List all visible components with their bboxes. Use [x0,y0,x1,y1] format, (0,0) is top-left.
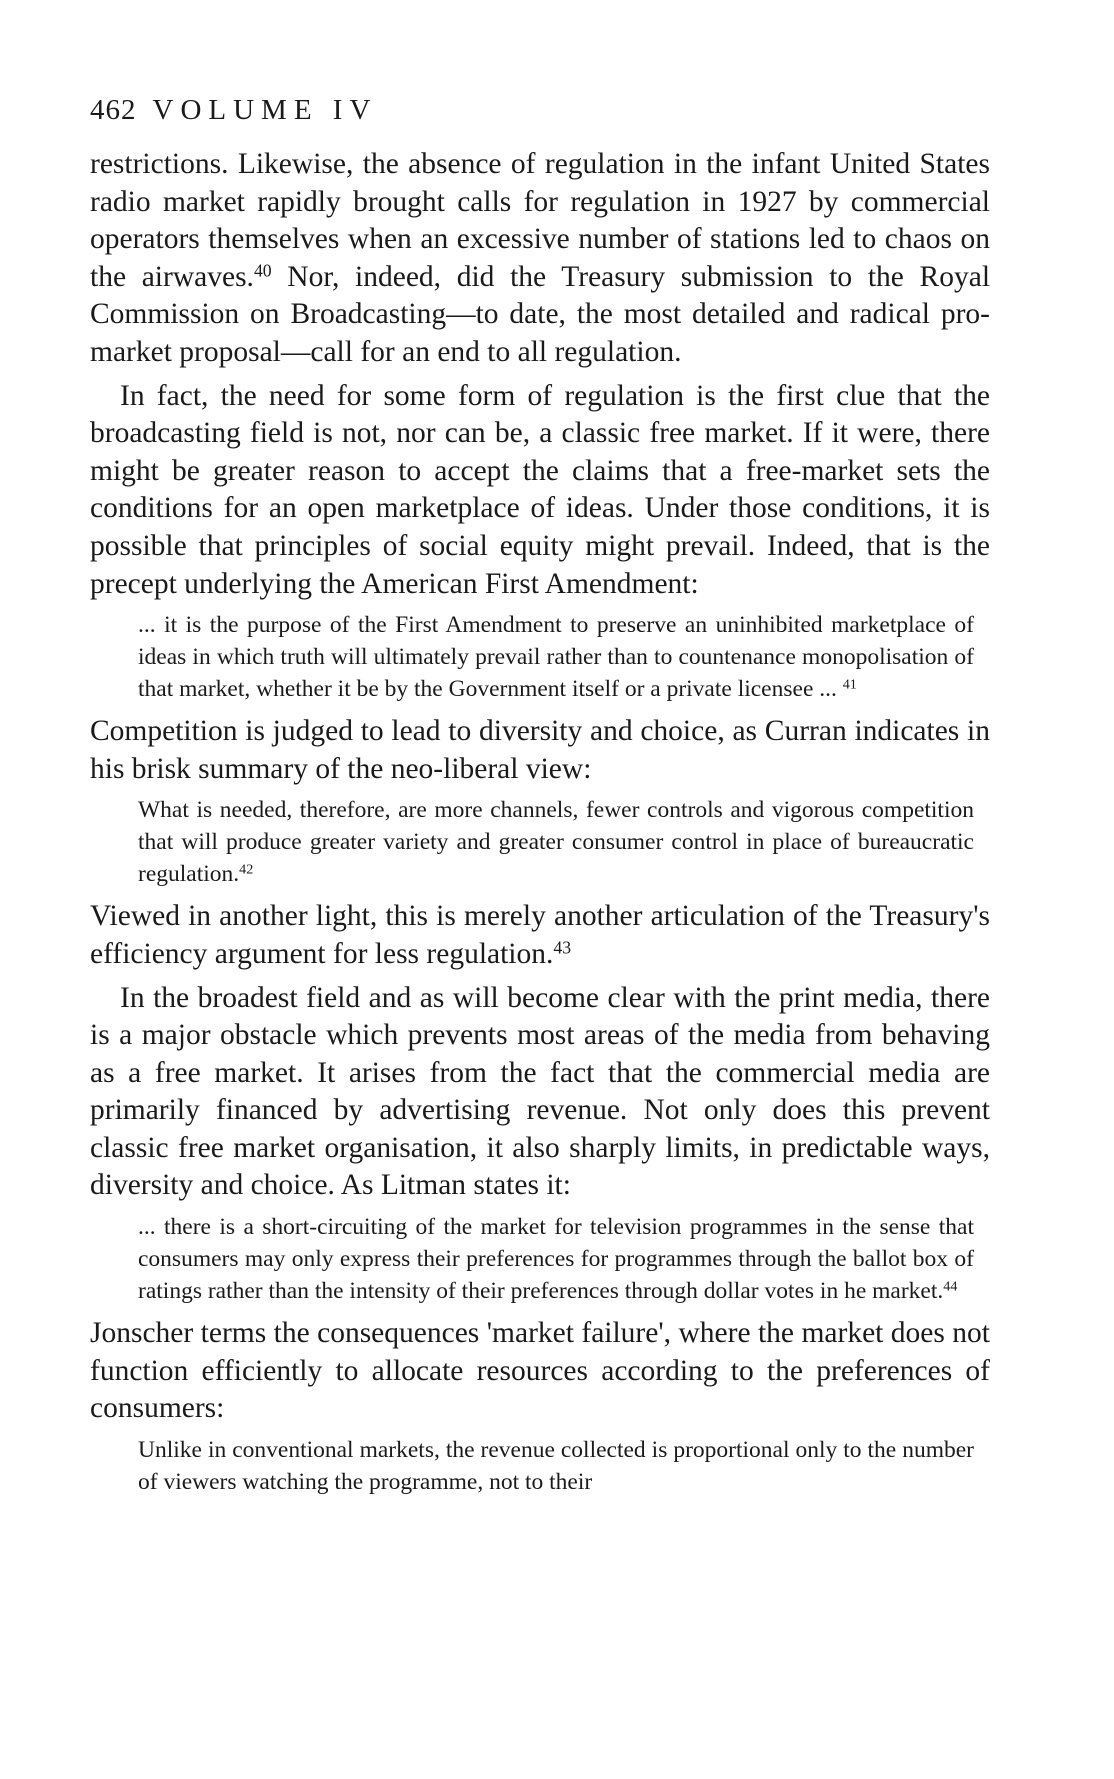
footnote-marker: 40 [253,260,272,281]
paragraph [90,1315,990,1428]
text-run: ... it is the purpose of the First Amendment to preserve an uninhibited marketplace of ideas in which truth will ultimately prevail rather than to countenance monopolisation of that market, whether it be by the Government itself or a private licensee ... [138,612,974,703]
footnote-marker: 41 [842,676,857,693]
text-run: Nor, indeed, did the Treasury submission to the Royal Commission on Broadcasting—to date, the most detailed and radical pro-market proposal—call for an end to all regulation. [90,260,991,368]
paragraph [90,898,990,973]
text-run: What is needed, therefore, are more channels, fewer controls and vigorous competition that will produce greater variety and greater consumer control in place of bureaucratic regulation. [138,797,974,888]
paragraph [90,713,990,788]
running-head [90,92,990,128]
book-page [90,92,990,1506]
page-body [90,146,990,1498]
footnote-marker: 44 [943,1278,958,1295]
paragraph [90,980,990,1206]
volume-title: VOLUME IV [152,94,378,126]
block-quote [138,609,974,705]
text-run: Unlike in conventional markets, the revenue collected is proportional only to the number of viewers watching the programme, not to their [138,1436,974,1495]
block-quote [138,1434,974,1498]
paragraph [90,146,990,372]
text-run: ... there is a short-circuiting of the market for television programmes in the sense that consumers may only express their preferences for programmes through the ballot box of ratings rather than the intensity of their preferences through dollar votes in he market. [138,1214,974,1305]
text-run: Competition is judged to lead to diversity and choice, as Curran indicates in his brisk summary of the neo-liberal view: [90,715,990,785]
text-run: Jonscher terms the consequences 'market failure', where the market does not function efficiently to allocate resources according to the preferences of consumers: [90,1317,990,1425]
page-number: 462 [90,94,137,126]
block-quote [138,1211,974,1307]
footnote-marker: 42 [239,861,254,878]
block-quote [138,794,974,890]
paragraph [90,378,990,604]
text-run: Viewed in another light, this is merely another articulation of the Treasury's efficiency argument for less regulation. [90,900,990,970]
text-run: In the broadest field and as will become clear with the print media, there is a major obstacle which prevents most areas of the media from behaving as a free market. It arises from the fact that the commercial media are primarily financed by advertising revenue. Not only does this prevent classic free market organisation, it also sharply limits, in predictable ways, diversity and choice. As Litman states it: [90,981,990,1202]
text-run: In fact, the need for some form of regulation is the first clue that the broadcasting field is not, nor can be, a classic free market. If it were, there might be greater reason to accept the claims that a free-market sets the conditions for an open marketplace of ideas. Under those conditions, it is possible that principles of social equity might prevail. Indeed, that is the precept underlying the American First Amendment: [90,379,990,600]
text-run: restrictions. Likewise, the absence of regulation in the infant United States radio market rapidly brought calls for regulation in 1927 by commercial operators themselves when an excessive number of stations led to chaos on the airwaves. [90,148,990,293]
footnote-marker: 43 [553,937,572,958]
